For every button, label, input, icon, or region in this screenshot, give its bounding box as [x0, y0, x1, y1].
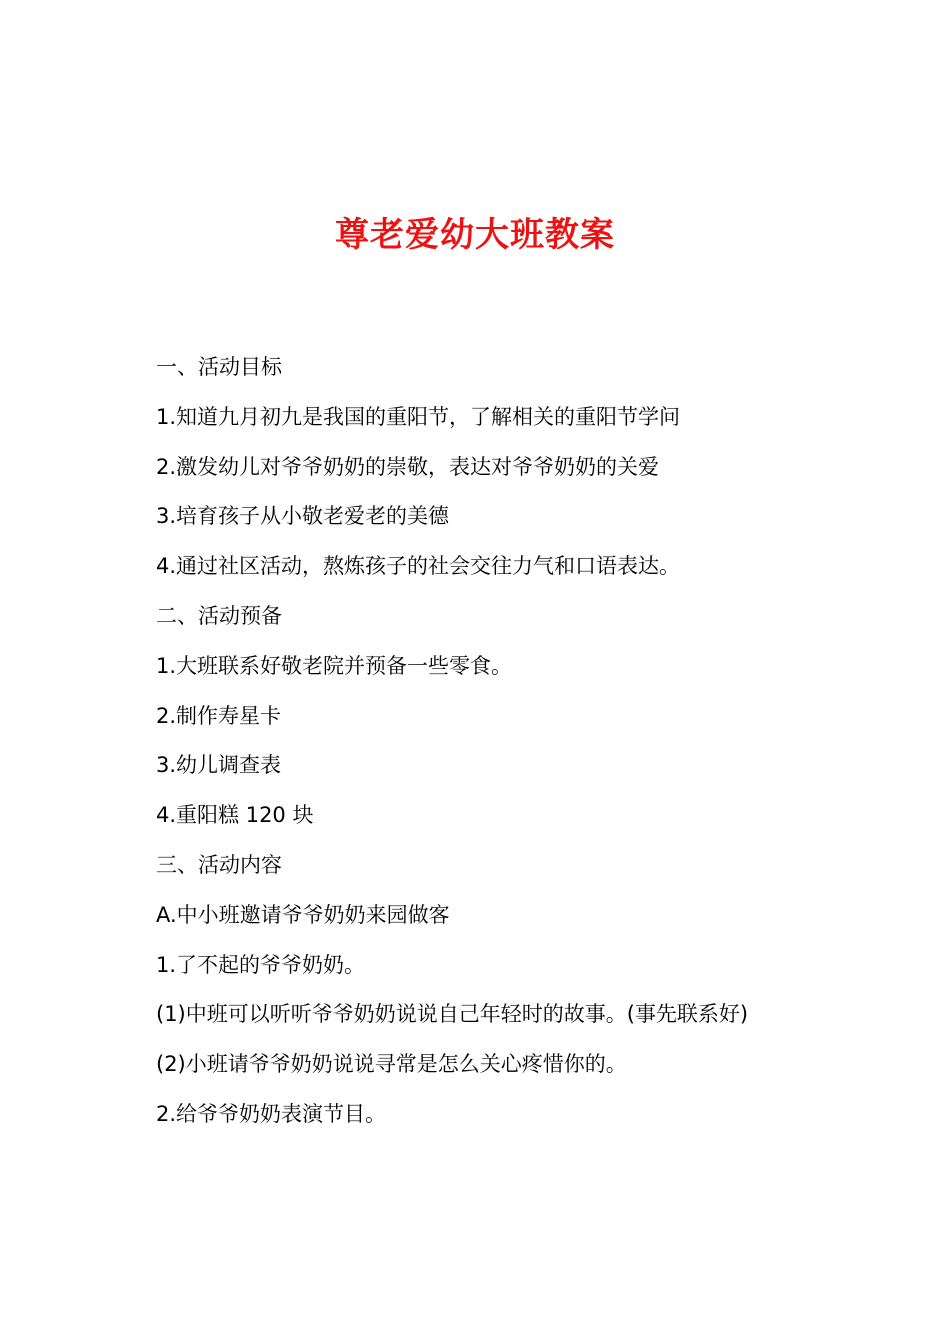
- objective-item: 2.激发幼儿对爷爷奶奶的崇敬，表达对爷爷奶奶的关爱: [156, 454, 660, 479]
- content-subitem: (2)小班请爷爷奶奶说说寻常是怎么关心疼惜你的。: [156, 1052, 627, 1077]
- document-title: 尊老爱幼大班教案: [335, 215, 615, 255]
- section-heading-objectives: 一、活动目标: [156, 355, 282, 379]
- content-subheading: A.中小班邀请爷爷奶奶来园做客: [156, 902, 450, 927]
- content-subitem: (1)中班可以听听爷爷奶奶说说自己年轻时的故事。(事先联系好): [156, 1002, 749, 1027]
- section-heading-content: 三、活动内容: [156, 852, 282, 877]
- preparation-item: 3.幼儿调查表: [156, 753, 282, 778]
- section-heading-preparation: 二、活动预备: [156, 603, 282, 628]
- objective-item: 1.知道九月初九是我国的重阳节，了解相关的重阳节学问: [156, 404, 681, 429]
- objective-item: 4.通过社区活动，熬炼孩子的社会交往力气和口语表达。: [156, 554, 681, 579]
- document-body: [156, 343, 856, 1140]
- preparation-item: 4.重阳糕 120 块: [156, 803, 314, 828]
- preparation-item: 1.大班联系好敬老院并预备一些零食。: [156, 653, 513, 678]
- objective-item: 3.培育孩子从小敬老爱老的美德: [156, 504, 450, 529]
- content-item: 1.了不起的爷爷奶奶。: [156, 952, 366, 977]
- content-item: 2.给爷爷奶奶表演节目。: [156, 1101, 387, 1126]
- preparation-item: 2.制作寿星卡: [156, 703, 282, 728]
